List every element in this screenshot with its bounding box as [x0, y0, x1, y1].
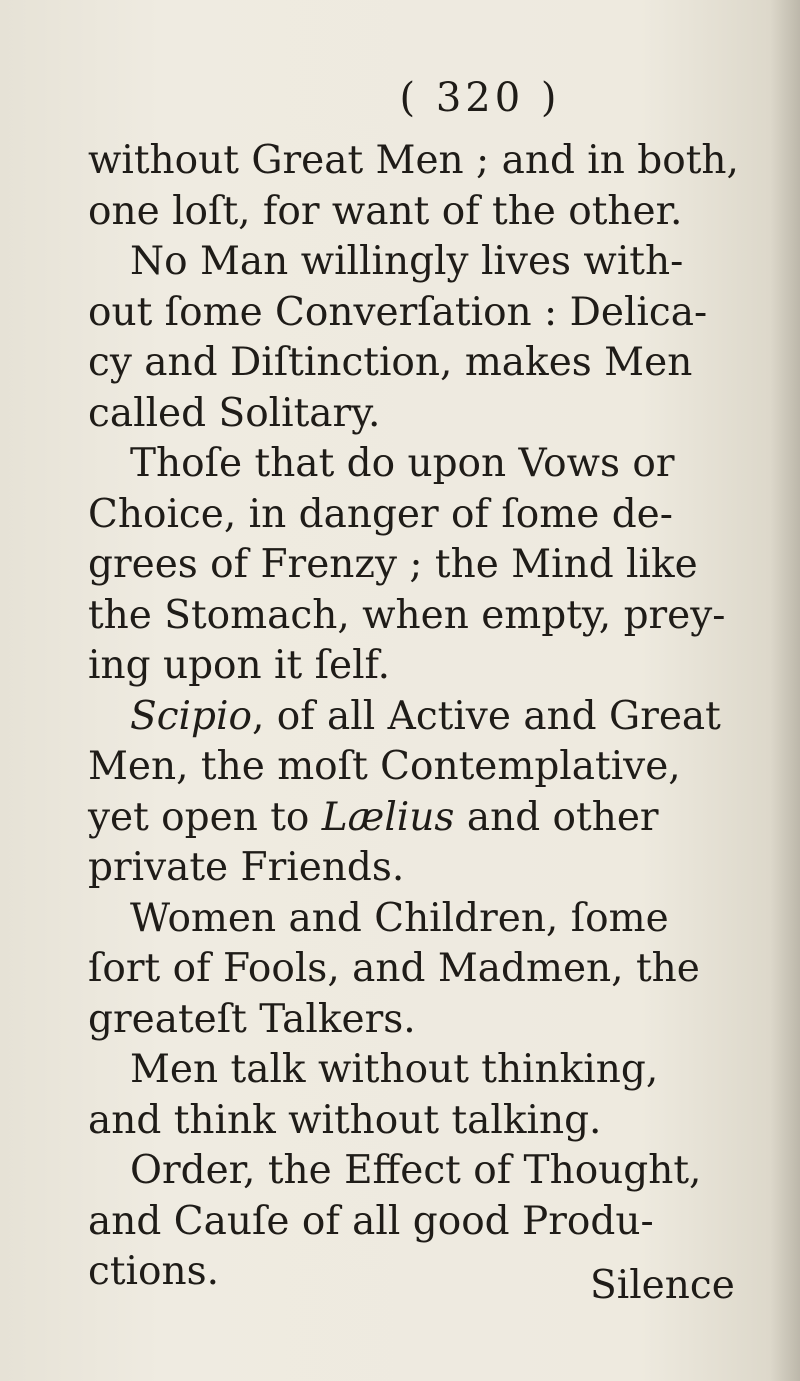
- text-line: ſort of Fools, and Madmen, the: [88, 946, 700, 991]
- text-line: out ſome Converſation : Delica-: [88, 289, 708, 335]
- text-line: the Stomach, when empty, prey-: [88, 592, 726, 638]
- text-line: cy and Diſtinction, makes Men: [88, 340, 693, 385]
- text-line: and Cauſe of all good Produ-: [88, 1198, 654, 1244]
- text-line: Thoſe that do upon Vows or: [130, 441, 675, 486]
- text-line: Order, the Effect of Thought,: [130, 1148, 702, 1193]
- text-line: and think without talking.: [88, 1097, 602, 1143]
- text-line: Choice, in danger of ſome de-: [88, 491, 673, 537]
- text-line: Men, the moſt Contemplative,: [88, 744, 681, 789]
- text-line: Women and Children, ſome: [130, 895, 669, 941]
- text-line: one loſt, for want of the other.: [88, 188, 683, 234]
- text-line: Men talk without thinking,: [130, 1047, 659, 1092]
- text-line: yet open to Lælius and other: [88, 794, 659, 840]
- text-line: without Great Men ; and in both,: [88, 138, 739, 183]
- text-line: ctions.: [88, 1249, 219, 1294]
- text-line: called Solitary.: [88, 390, 381, 436]
- body-text: [88, 136, 788, 1298]
- page-number: ( 320 ): [399, 75, 561, 121]
- text-line: greateſt Talkers.: [88, 996, 416, 1042]
- text-line: No Man willingly lives with-: [130, 239, 684, 284]
- text-line: grees of Frenzy ; the Mind like: [88, 542, 698, 587]
- text-line: private Friends.: [88, 845, 405, 890]
- text-line: ing upon it ſelf.: [88, 643, 391, 688]
- text-line: Scipio, of all Active and Great: [130, 693, 721, 739]
- catchword: Silence: [590, 1263, 735, 1308]
